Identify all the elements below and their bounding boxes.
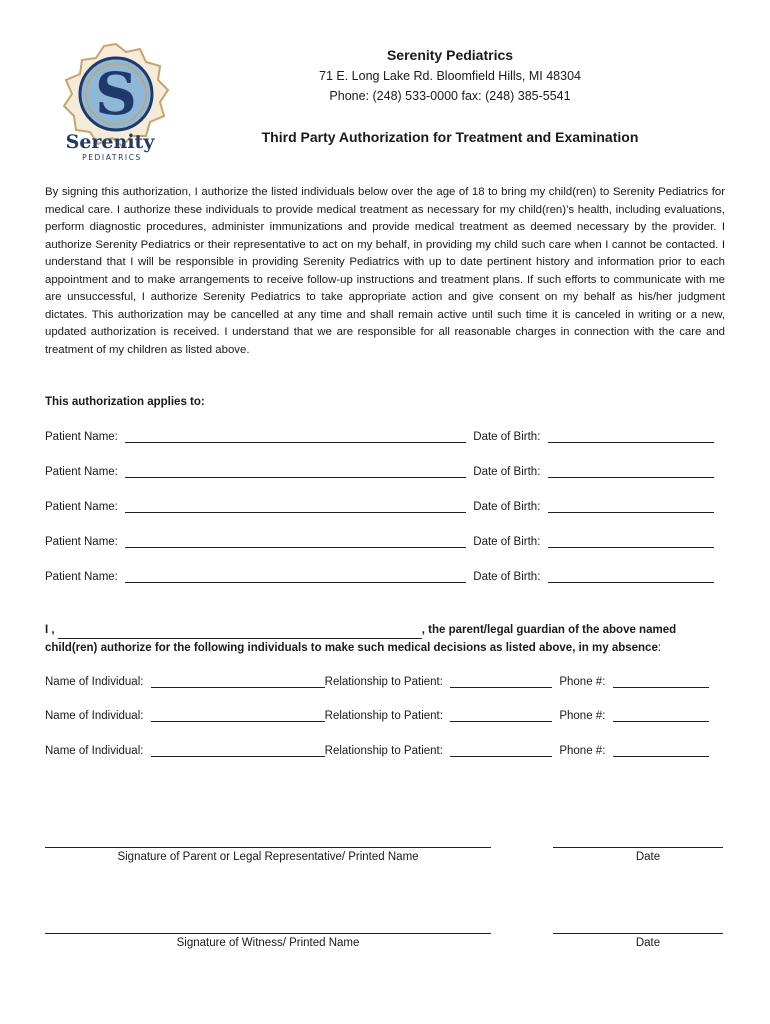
- patient-row: [45, 464, 725, 478]
- phone-field[interactable]: [613, 674, 709, 688]
- patient-name-field[interactable]: [125, 429, 466, 443]
- individual-name-label: Name of Individual:: [45, 676, 144, 688]
- patient-name-field[interactable]: [125, 499, 466, 513]
- svg-text:PEDIATRICS: PEDIATRICS: [82, 153, 142, 162]
- individual-row: [45, 674, 725, 688]
- dob-field[interactable]: [548, 534, 714, 548]
- parent-signature-caption: Signature of Parent or Legal Representative/ Printed Name: [117, 851, 419, 863]
- individual-name-label: Name of Individual:: [45, 710, 144, 722]
- patient-name-field[interactable]: [125, 534, 466, 548]
- patient-name-label: Patient Name:: [45, 536, 118, 548]
- practice-name: Serenity Pediatrics: [386, 47, 514, 63]
- relationship-field[interactable]: [450, 674, 552, 688]
- relationship-label: Relationship to Patient:: [324, 745, 443, 757]
- witness-signature-caption: Signature of Witness/ Printed Name: [176, 937, 360, 949]
- individual-row: [45, 743, 725, 757]
- serenity-logo: [56, 40, 176, 165]
- phone-label: Phone #:: [559, 710, 606, 722]
- individual-name-field[interactable]: [151, 708, 325, 722]
- patient-name-label: Patient Name:: [45, 466, 118, 478]
- svg-text:S: S: [95, 60, 137, 128]
- dob-label: Date of Birth:: [473, 431, 541, 443]
- individual-name-field[interactable]: [151, 674, 325, 688]
- individual-name-label: Name of Individual:: [45, 745, 144, 757]
- patient-name-field[interactable]: [125, 569, 466, 583]
- applies-heading: This authorization applies to:: [45, 396, 205, 408]
- witness-date-caption: Date: [635, 937, 661, 949]
- phone-field[interactable]: [613, 708, 709, 722]
- patient-row: [45, 499, 725, 513]
- authorization-paragraph: By signing this authorization, I authorize the listed individuals below over the age of 18 to bring my child(ren) to Serenity Pediatrics for medical care. I authorize these individuals to provide medical treatment as necessary for my child(ren)’s health, including evaluations, perform diagnostic procedures, administer immunizations and provide medical treatment as deemed necessary by the provider. I authorize Serenity Pediatrics or their representative to act on my behalf, in providing my child such care when I cannot be contacted. I understand that I will be responsible in providing Serenity Pediatrics with up to date pertinent history and information prior to each appointment and to make arrangements to receive follow-up instructions and treatment plans. If such efforts to communicate with me are unsuccessful, I authorize Serenity Pediatrics to take appropriate action and give consent on my behalf as his/her judgment dictates. This authorization may be cancelled at any time and shall remain active until such time it is canceled in writing or a new, updated authorization is received. I understand that we are responsible for all reasonable charges in connection with the care and treatment of my children as listed above.: [45, 186, 725, 356]
- dob-field[interactable]: [548, 569, 714, 583]
- relationship-label: Relationship to Patient:: [324, 676, 443, 688]
- dob-label: Date of Birth:: [473, 571, 541, 583]
- phone-label: Phone #:: [559, 676, 606, 688]
- svg-text:Serenity: Serenity: [65, 131, 155, 153]
- parent-date-caption: Date: [635, 851, 661, 863]
- patient-name-label: Patient Name:: [45, 501, 118, 513]
- patient-row: [45, 429, 725, 443]
- individual-name-field[interactable]: [151, 743, 325, 757]
- patient-name-label: Patient Name:: [45, 571, 118, 583]
- dob-label: Date of Birth:: [473, 501, 541, 513]
- patient-name-label: Patient Name:: [45, 431, 118, 443]
- guardian-prefix: I ,: [45, 624, 55, 636]
- dob-field[interactable]: [548, 464, 714, 478]
- witness-signature-line[interactable]: [45, 932, 491, 934]
- guardian-name-field[interactable]: [58, 625, 422, 639]
- patient-name-field[interactable]: [125, 464, 466, 478]
- guardian-colon: :: [657, 642, 662, 654]
- relationship-field[interactable]: [450, 708, 552, 722]
- practice-address: 71 E. Long Lake Rd. Bloomfield Hills, MI 48304: [319, 69, 581, 83]
- phone-label: Phone #:: [559, 745, 606, 757]
- relationship-label: Relationship to Patient:: [324, 710, 443, 722]
- dob-label: Date of Birth:: [473, 536, 541, 548]
- dob-field[interactable]: [548, 429, 714, 443]
- form-title: Third Party Authorization for Treatment and Examination: [261, 129, 639, 145]
- individual-row: [45, 708, 725, 722]
- guardian-suffix: , the parent/legal guardian of the above named: [421, 624, 677, 636]
- patient-row: [45, 534, 725, 548]
- dob-label: Date of Birth:: [473, 466, 541, 478]
- witness-date-line[interactable]: [553, 932, 723, 934]
- guardian-statement: [45, 621, 735, 657]
- practice-phone: Phone: (248) 533-0000 fax: (248) 385-5541: [329, 89, 571, 103]
- patient-row: [45, 569, 725, 583]
- parent-signature-line[interactable]: [45, 846, 491, 848]
- parent-date-line[interactable]: [553, 846, 723, 848]
- guardian-line2: child(ren) authorize for the following individuals to make such medical decisions as listed above, in my absence: [45, 642, 658, 654]
- phone-field[interactable]: [613, 743, 709, 757]
- relationship-field[interactable]: [450, 743, 552, 757]
- dob-field[interactable]: [548, 499, 714, 513]
